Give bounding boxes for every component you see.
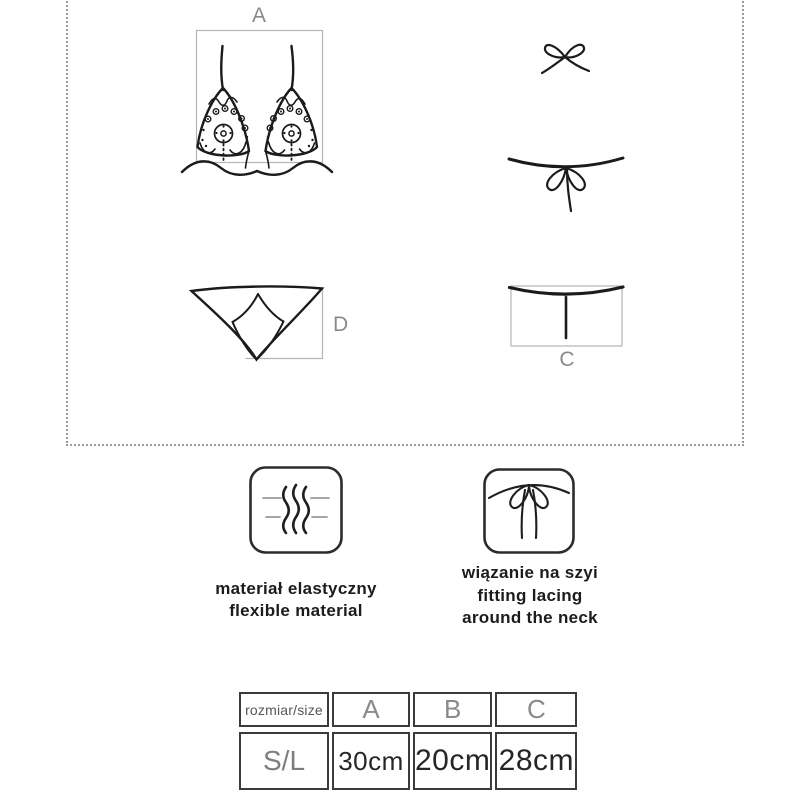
measure-label-c: C bbox=[559, 348, 575, 371]
size-table-header-a: A bbox=[332, 692, 410, 727]
value-cell-a: 30cm bbox=[332, 732, 410, 790]
size-table-row bbox=[239, 732, 577, 790]
size-table-header-row bbox=[239, 692, 577, 727]
size-cell: S/L bbox=[239, 732, 329, 790]
bra-back-drawing bbox=[509, 45, 623, 211]
feature-flexible-material bbox=[186, 465, 406, 621]
panty-front-drawing bbox=[192, 286, 323, 359]
value-cell-c: 28cm bbox=[495, 732, 577, 790]
feature-caption-line: wiązanie na szyi bbox=[461, 563, 599, 582]
feature-caption-line: fitting lacing bbox=[477, 585, 583, 605]
size-table-header-b: B bbox=[413, 692, 492, 727]
feature-neck-lacing bbox=[420, 465, 640, 630]
neck-lacing-icon bbox=[481, 465, 579, 555]
size-table-header-c: C bbox=[495, 692, 577, 727]
size-table-header-rozmiar: rozmiar/size bbox=[239, 692, 329, 727]
panty-back-drawing bbox=[510, 287, 624, 338]
measure-label-a: A bbox=[251, 4, 267, 27]
size-table bbox=[236, 687, 580, 795]
feature-caption-line: materiał elastyczny bbox=[215, 579, 377, 598]
feature-caption-line: flexible material bbox=[229, 600, 363, 620]
value-cell-b: 20cm bbox=[413, 732, 492, 790]
flexible-material-icon bbox=[248, 465, 344, 555]
measure-label-d: D bbox=[333, 313, 349, 336]
bra-front-drawing bbox=[182, 46, 332, 175]
feature-caption-line: around the neck bbox=[462, 608, 598, 627]
